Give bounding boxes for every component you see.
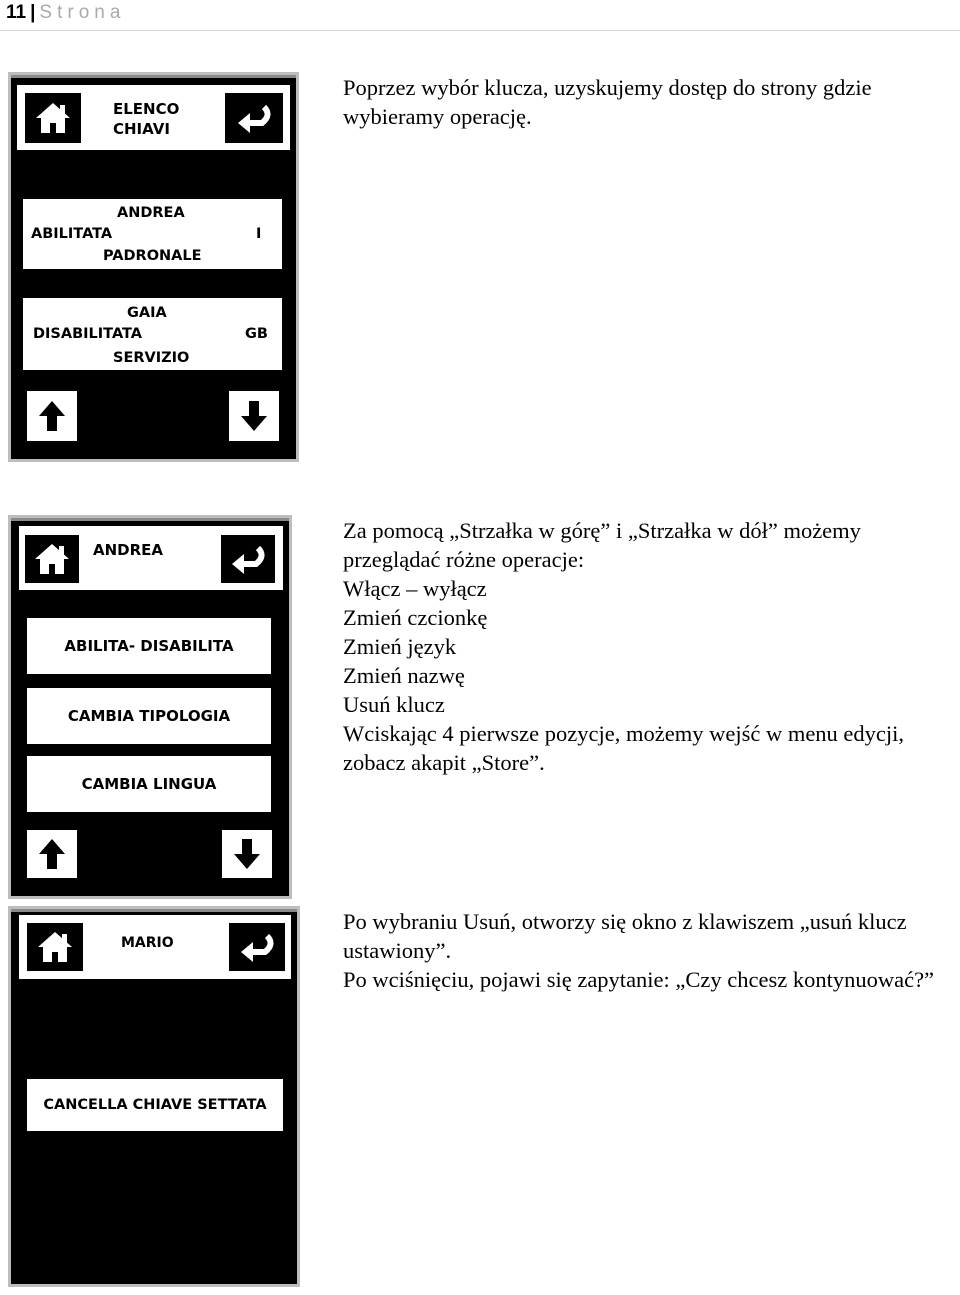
option-change-language-button[interactable]: CAMBIA LINGUA [27,756,271,812]
screen-title: MARIO [121,935,174,951]
arrow-down-icon [239,399,269,433]
list-item: Zmień czcionkę [343,605,488,630]
list-item: Zmień język [343,634,457,659]
key-card-andrea[interactable] [23,199,282,269]
section-3-text [343,907,948,994]
list-item: Usuń klucz [343,692,445,717]
scroll-up-button[interactable] [27,830,77,878]
home-button[interactable] [27,923,83,971]
list-item: Zmień nazwę [343,663,465,688]
arrow-up-icon [37,837,67,871]
home-icon [34,101,72,135]
back-arrow-icon [237,930,277,964]
screen-header [19,915,291,979]
key-language: I [256,226,262,242]
key-type: PADRONALE [103,248,202,264]
back-button[interactable] [221,535,275,583]
key-status: ABILITATA [31,226,113,242]
section-1-text [343,73,948,131]
paragraph: Poprzez wybór klucza, uzyskujemy dostęp do strony gdzie wybieramy operację. [343,75,872,129]
home-icon [33,542,71,576]
key-name: ANDREA [117,205,185,221]
screen-header [17,85,290,150]
page-separator: | [30,2,36,23]
back-button[interactable] [229,923,285,971]
paragraph: Po wciśnięciu, pojawi się zapytanie: „Czy chcesz kontynuować?” [343,967,935,992]
screen-frame [11,909,297,912]
back-button[interactable] [225,93,283,143]
back-arrow-icon [228,542,268,576]
device-screen-key-options [8,515,292,899]
key-status: DISABILITATA [33,326,143,342]
device-screen-delete-key [8,906,300,1287]
page-label: Strona [39,2,126,23]
section-2-text [343,516,948,777]
device-screen-key-list [8,72,299,462]
arrow-up-icon [37,399,67,433]
scroll-down-button[interactable] [229,391,279,441]
screen-header [19,526,283,590]
key-card-gaia[interactable] [23,298,282,370]
option-enable-disable-button[interactable]: ABILITA- DISABILITA [27,618,271,674]
home-button[interactable] [25,93,81,143]
home-icon [36,930,74,964]
paragraph: Wciskając 4 pierwsze pozycje, możemy wejść w menu edycji, zobacz akapit „Store”. [343,721,905,775]
arrow-down-icon [232,837,262,871]
screen-frame [11,75,296,78]
key-language: GB [245,326,268,342]
key-type: SERVIZIO [113,350,190,366]
paragraph: Za pomocą „Strzałka w górę” i „Strzałka w dół” możemy przeglądać różne operacje: [343,518,861,572]
key-name: GAIA [127,305,167,321]
page-header [6,2,125,24]
header-divider [0,30,960,31]
screen-frame [11,518,289,521]
paragraph: Po wybraniu Usuń, otworzy się okno z klawiszem „usuń klucz ustawiony”. [343,909,907,963]
scroll-down-button[interactable] [222,830,272,878]
home-button[interactable] [25,535,79,583]
scroll-up-button[interactable] [27,391,77,441]
screen-title: ANDREA [93,541,164,559]
back-arrow-icon [234,101,274,135]
delete-key-button[interactable]: CANCELLA CHIAVE SETTATA [27,1079,283,1131]
list-item: Włącz – wyłącz [343,576,487,601]
page-number: 11 [6,2,27,23]
screen-title: ELENCO CHIAVI [113,100,180,138]
option-change-type-button[interactable]: CAMBIA TIPOLOGIA [27,688,271,744]
